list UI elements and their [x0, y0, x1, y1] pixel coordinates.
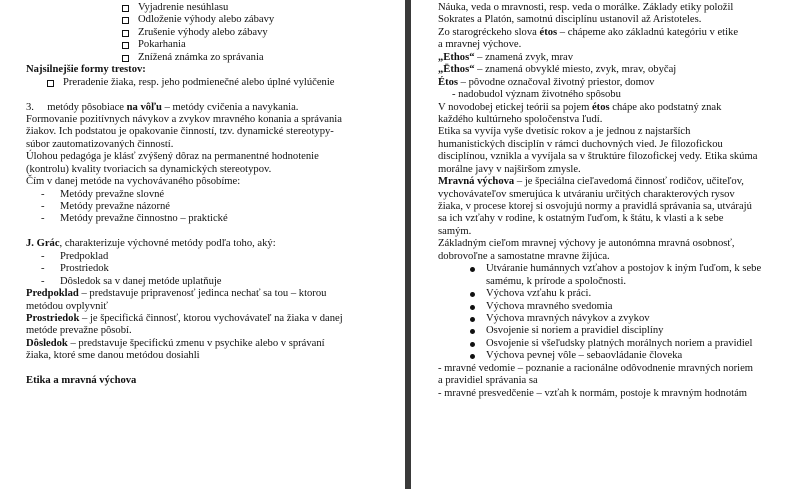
paragraph-line: a pravidiel správania sa: [438, 375, 538, 387]
square-bullet-icon: [122, 30, 129, 37]
punishment-item: Vyjadrenie nesúhlasu: [26, 2, 396, 14]
square-bullet-icon: [122, 17, 129, 24]
paragraph-line: Sokrates a Platón, samotnú disciplínu ustanovil až Aristoteles.: [438, 14, 702, 26]
definition-predpoklad: Predpoklad – predstavuje pripravenosť jedinca nechať sa tou – ktorou: [26, 288, 327, 300]
round-bullet-icon: [470, 354, 475, 359]
round-bullet-icon: [470, 342, 475, 347]
paragraph-line: Etika sa vyvíja vyše dvetisíc rokov a je jednou z najstarších: [438, 126, 691, 138]
right-page: [412, 0, 800, 489]
round-bullet-icon: [470, 329, 475, 334]
paragraph-line: vychovávateľov smerujúca k utváraniu určitých charakterových rysov: [438, 188, 735, 200]
square-bullet-icon: [122, 42, 129, 49]
punishment-item: Pokarhania: [26, 39, 396, 51]
definition-line: metódou ovplyvniť: [26, 300, 108, 312]
grac-intro: J. Grác, charakterizuje výchovné metódy podľa toho, aký:: [26, 238, 276, 250]
section-3-lead: 3. metódy pôsobiace na vôľu – metódy cvičenia a navykania.: [26, 101, 299, 113]
goal-item: Osvojenie si všeľudsky platných morálnych noriem a pravidiel: [438, 338, 788, 350]
square-bullet-icon: [122, 55, 129, 62]
square-bullet-icon: [122, 5, 129, 12]
right-text-column: [438, 2, 788, 400]
paragraph-line: žiakov. Ich podstatou je opakovanie činností, tzv. dynamické stereotypy-: [26, 126, 334, 138]
square-bullet-icon: [47, 80, 54, 87]
punishment-item: Znížená známka zo správania: [26, 52, 396, 64]
etos-term: Étos – pôvodne označoval životný priestor, domov: [438, 76, 655, 88]
grac-item: - Predpoklad: [41, 250, 109, 262]
modern-theory-line: V novodobej etickej teórii sa pojem étos chápe ako podstatný znak: [438, 101, 722, 113]
goal-item: Výchova mravného svedomia: [438, 301, 788, 313]
etos-definition: Zo starogréckeho slova étos – chápeme ako základnú kategóriu v etike: [438, 26, 739, 38]
paragraph-line: sa ich vzťahy v rodine, k ostatným ľuďom, k štátu, k vlasti a k sebe: [438, 213, 724, 225]
paragraph-line: Úlohou pedagóga je klásť zvýšený dôraz na permanentné hodnotenie: [26, 151, 319, 163]
paragraph-line: súbor zautomatizovaných činností.: [26, 138, 174, 150]
grac-item: - Dôsledok sa v danej metóde uplatňuje: [41, 275, 222, 287]
method-item: - Metódy prevažne názorné: [41, 201, 171, 212]
paragraph-line: - mravné presvedčenie – vzťah k normám, postoje k mravným hodnotám: [438, 387, 748, 399]
page-divider: [405, 0, 411, 489]
paragraph-line: (kontrolu) kvality tvoriacich sa dynamických stereotypov.: [26, 163, 272, 175]
round-bullet-icon: [470, 317, 475, 322]
paragraph-line: Formovanie pozitívnych návykov a zvykov mravného konania a správania: [26, 113, 342, 125]
definition-line: žiaka, ktoré sme danou metódou dosiahli: [26, 350, 200, 362]
paragraph-line: každého kultúrneho spoločenstva ľudí.: [438, 113, 603, 125]
paragraph-line: humanistických disciplín v rámci duchovných vied. Je filozofickou: [438, 138, 723, 150]
etos-subitem: - nadobudol význam životného spôsobu: [452, 89, 621, 101]
goal-item: Výchova vzťahu k práci.: [438, 288, 788, 300]
paragraph-line: - mravné vedomie – poznanie a racionálne odôvodnenie mravných noriem: [438, 362, 754, 374]
round-bullet-icon: [470, 292, 475, 297]
goal-item-continuation: samému, k prírode a spoločnosti.: [486, 275, 627, 287]
definition-line: metóde prevažne pôsobí.: [26, 325, 132, 337]
left-text-column: [26, 2, 396, 388]
paragraph-line: dobrovoľne a samostatne mravne žijúca.: [438, 250, 610, 262]
goal-item: Osvojenie si noriem a pravidiel disciplíny: [438, 325, 788, 337]
ethos-term-2: „Ēthos“ – znamená obvyklé miesto, zvyk, mrav, obyčaj: [438, 64, 677, 76]
punishment-item: Zrušenie výhody alebo zábavy: [26, 27, 396, 39]
method-item: - Metódy prevažne činnostno – praktické: [41, 213, 228, 225]
goal-item: Výchova pevnej vôle – sebaovládanie človeka: [438, 350, 788, 362]
paragraph-line: Základným cieľom mravnej výchovy je autonómna mravná osobnosť,: [438, 238, 735, 250]
moral-education-definition: Mravná výchova – je špeciálna cieľavedomá činnosť rodičov, učiteľov,: [438, 176, 744, 188]
paragraph-line: žiaka, v procese ktorej si osvojujú normy a pravidlá správania sa, utvárajú: [438, 201, 752, 212]
grac-item: - Prostriedok: [41, 263, 109, 275]
paragraph-line: morálne javy v najširšom zmysle.: [438, 163, 581, 175]
harshest-item: Preradenie žiaka, resp. jeho podmienečné alebo úplné vylúčenie: [26, 77, 396, 89]
paragraph-line: Náuka, veda o mravnosti, resp. veda o morálke. Základy etiky položil: [438, 2, 734, 13]
ethos-term-1: „Ethos“ – znamená zvyk, mrav: [438, 51, 574, 63]
goal-item: Výchova mravných návykov a zvykov: [438, 313, 788, 325]
section-heading: Etika a mravná výchova: [26, 375, 137, 387]
paragraph-line: Čím v danej metóde na vychovávaného pôsobíme:: [26, 176, 241, 188]
punishment-item: Odloženie výhody alebo zábavy: [26, 14, 396, 26]
goal-item: Utváranie humánnych vzťahov a postojov k iným ľuďom, k sebe: [438, 263, 788, 275]
paragraph-line: a mravnej výchove.: [438, 39, 522, 51]
harshest-title: Najsilnejšie formy trestov:: [26, 64, 146, 76]
method-item: - Metódy prevažne slovné: [41, 188, 165, 200]
round-bullet-icon: [470, 267, 475, 272]
definition-dosledok: Dôsledok – predstavuje špecifickú zmenu v psychike alebo v správaní: [26, 337, 325, 349]
paragraph-line: samým.: [438, 225, 472, 237]
definition-prostriedok: Prostriedok – je špecifická činnosť, ktorou vychovávateľ na žiaka v danej: [26, 312, 343, 324]
paragraph-line: disciplínou, vznikla a vyvíjala sa v štruktúre filozofickej vedy. Etika skúma: [438, 151, 758, 163]
round-bullet-icon: [470, 305, 475, 310]
